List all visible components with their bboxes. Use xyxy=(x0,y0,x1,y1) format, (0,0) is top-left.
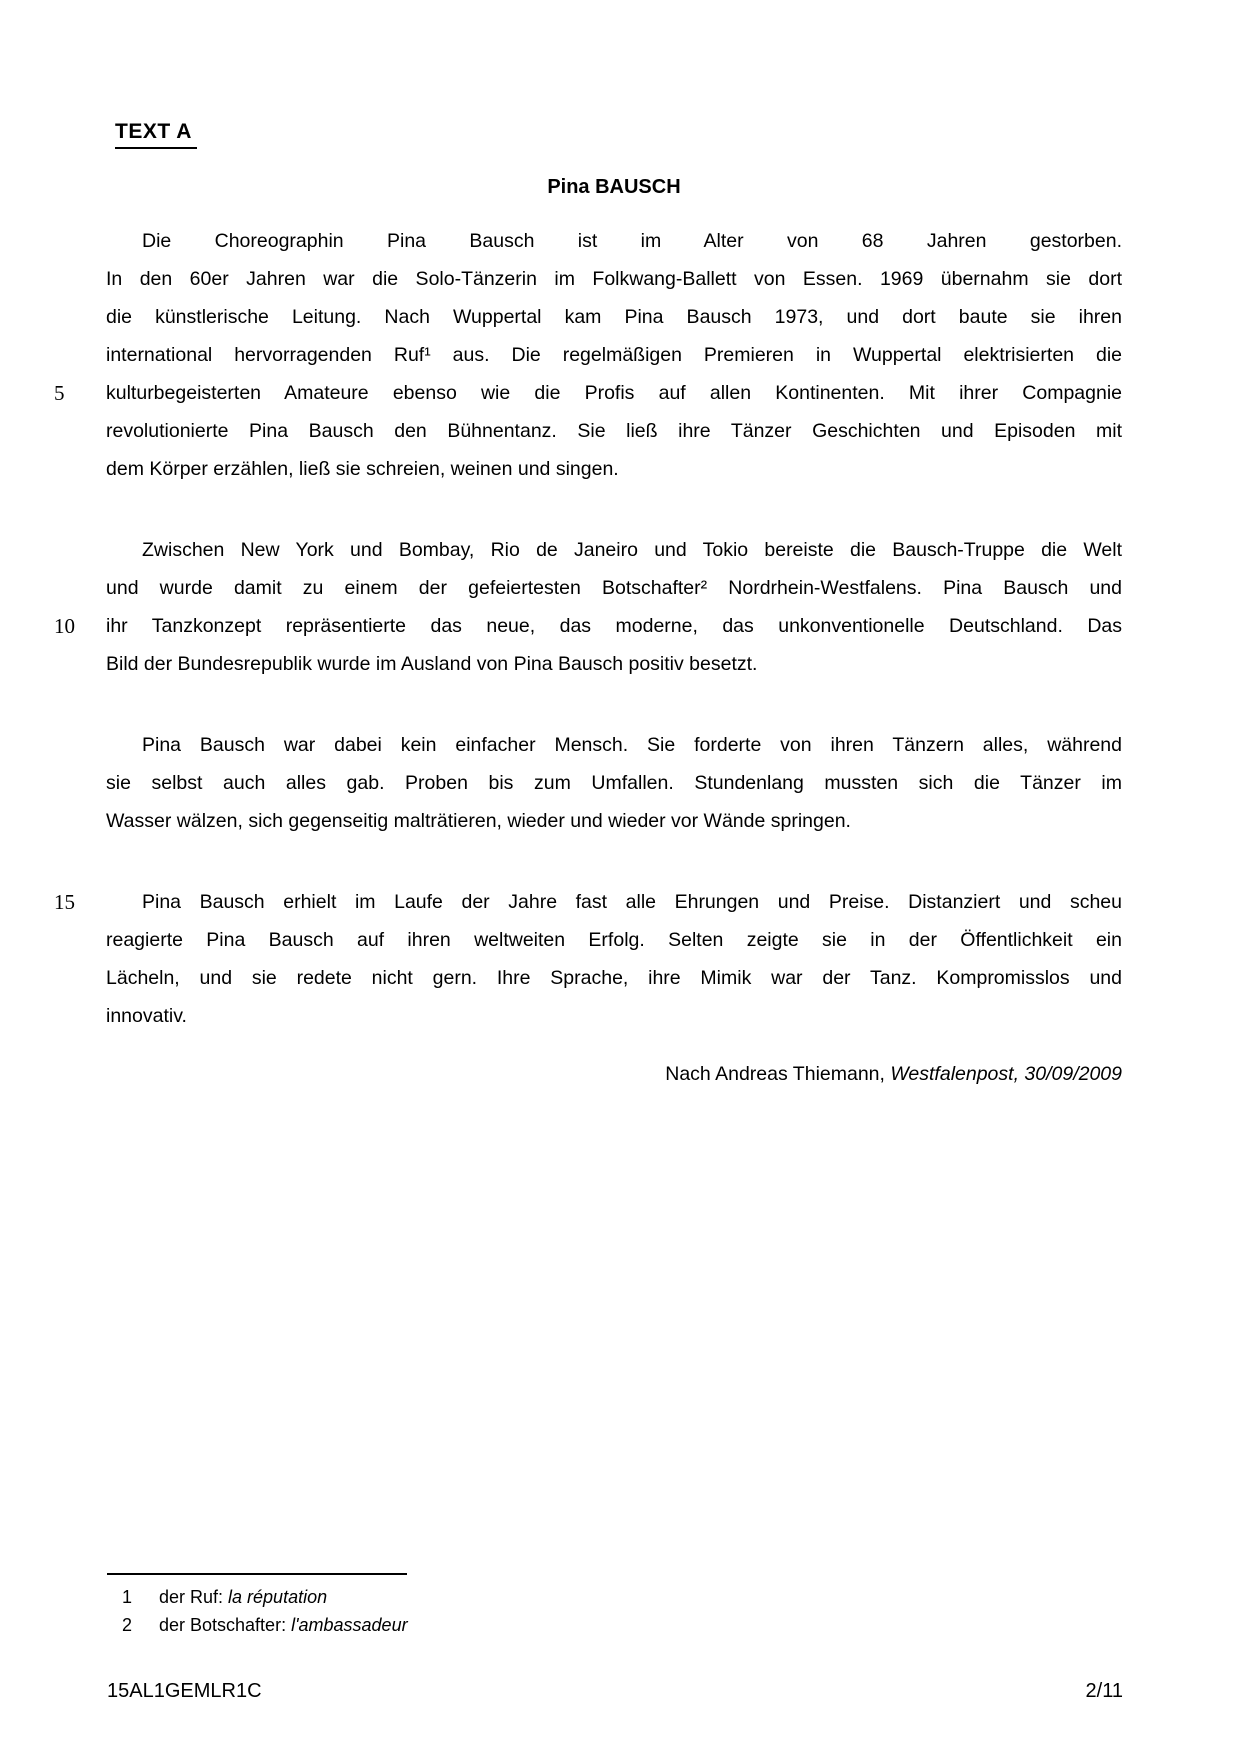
body-text xyxy=(54,222,1122,1093)
footnote-term: der Ruf: xyxy=(159,1587,229,1607)
footnotes-block xyxy=(107,1573,1123,1639)
paragraph xyxy=(54,222,1122,488)
text-line: international hervorragenden Ruf¹ aus. Die regelmäßigen Premieren in Wuppertal elektrisierten die xyxy=(106,344,1122,366)
text-line: Pina Bausch war dabei kein einfacher Mensch. Sie forderte von ihren Tänzern alles, während xyxy=(142,734,1122,756)
text-line: reagierte Pina Bausch auf ihren weltweiten Erfolg. Selten zeigte sie in der Öffentlichkeit ein xyxy=(106,929,1122,951)
line-number: 5 xyxy=(54,381,65,405)
line-number: 10 xyxy=(54,614,75,638)
text-line: sie selbst auch alles gab. Proben bis zum Umfallen. Stundenlang mussten sich die Tänzer im xyxy=(106,772,1122,794)
footnote xyxy=(107,1584,1123,1612)
footnote-number: 2 xyxy=(122,1614,133,1635)
text-line: Bild der Bundesrepublik wurde im Ausland von Pina Bausch positiv besetzt. xyxy=(106,653,758,675)
paragraph xyxy=(54,883,1122,1035)
footnote-translation: la réputation xyxy=(228,1587,328,1607)
attribution-author: Nach Andreas Thiemann, xyxy=(665,1063,891,1085)
text-line: 10 ihr Tanzkonzept repräsentierte das neue, das moderne, das unkonventionelle Deutschland. Das xyxy=(106,607,1122,645)
page-number: 2/11 xyxy=(1085,1680,1123,1702)
text-line: Zwischen New York und Bombay, Rio de Janeiro und Tokio bereiste die Bausch-Truppe die Welt xyxy=(142,539,1122,561)
attribution-source: Westfalenpost, 30/09/2009 xyxy=(890,1063,1122,1085)
footnote-number: 1 xyxy=(122,1587,133,1607)
text-line: 5 kulturbegeisterten Amateure ebenso wie die Profis auf allen Kontinenten. Mit ihrer Compagnie xyxy=(106,374,1122,412)
footnote-term: der Botschafter: xyxy=(159,1614,292,1635)
text-line: und wurde damit zu einem der gefeiertesten Botschafter² Nordrhein-Westfalens. Pina Bausch und xyxy=(106,577,1122,599)
footnote-separator xyxy=(107,1573,407,1575)
line-number: 15 xyxy=(54,890,75,914)
text-line: Wasser wälzen, sich gegenseitig malträtieren, wieder und wieder vor Wände springen. xyxy=(106,810,851,832)
text-line: Lächeln, und sie redete nicht gern. Ihre Sprache, ihre Mimik war der Tanz. Kompromisslos und xyxy=(106,967,1122,989)
section-heading: TEXT A xyxy=(115,120,197,149)
paragraph xyxy=(106,726,1122,840)
text-line: die künstlerische Leitung. Nach Wuppertal kam Pina Bausch 1973, und dort baute sie ihren xyxy=(106,306,1122,328)
document-code: 15AL1GEMLR1C xyxy=(107,1680,262,1702)
footnote-list xyxy=(107,1584,1123,1639)
source-attribution xyxy=(106,1055,1122,1093)
text-line: innovativ. xyxy=(106,1005,187,1027)
page-footer xyxy=(107,1680,1123,1703)
text-line: revolutionierte Pina Bausch den Bühnentanz. Sie ließ ihre Tänzer Geschichten und Episoden mit xyxy=(106,420,1122,442)
text-line: 15 Pina Bausch erhielt im Laufe der Jahre fast alle Ehrungen und Preise. Distanziert und scheu xyxy=(106,883,1122,921)
text-line: In den 60er Jahren war die Solo-Tänzerin im Folkwang-Ballett von Essen. 1969 übernahm sie dort xyxy=(106,268,1122,290)
text-line: Die Choreographin Pina Bausch ist im Alter von 68 Jahren gestorben. xyxy=(142,230,1122,252)
footnote-translation: l'ambassadeur xyxy=(291,1614,408,1635)
footnote xyxy=(107,1612,1123,1640)
text-line: dem Körper erzählen, ließ sie schreien, weinen und singen. xyxy=(106,458,619,480)
page-title: Pina BAUSCH xyxy=(547,176,681,198)
paragraph xyxy=(54,531,1122,683)
